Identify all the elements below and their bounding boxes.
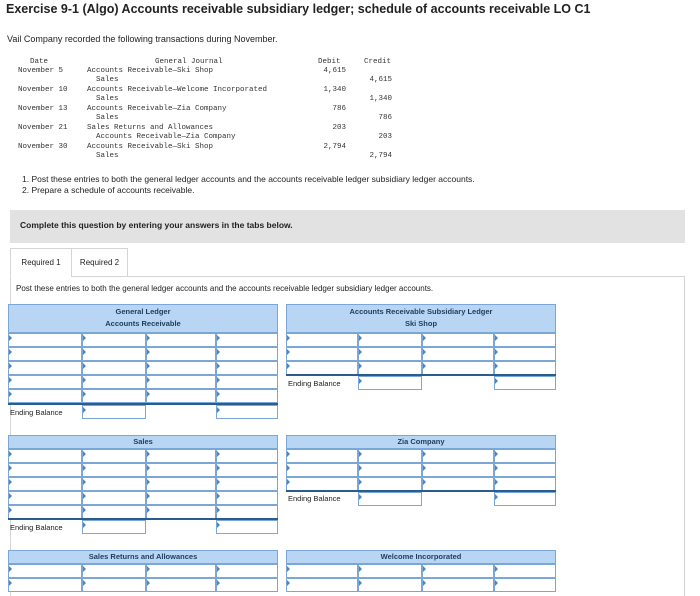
journal-account: Accounts Receivable—Ski Shop: [87, 67, 214, 75]
sales-input[interactable]: [146, 449, 216, 463]
ar-input[interactable]: [8, 389, 82, 403]
sales-input[interactable]: [8, 477, 82, 491]
question-banner-text: Complete this question by entering your answers in the tabs below.: [20, 220, 293, 230]
sales-input[interactable]: [146, 505, 216, 519]
sales-input[interactable]: [146, 491, 216, 505]
zia-ending-balance-input[interactable]: [358, 492, 422, 506]
journal-account: Sales: [96, 152, 119, 160]
zia-input[interactable]: [494, 477, 556, 491]
gl-ar-header: [8, 304, 278, 333]
journal-account: Sales: [96, 76, 119, 84]
ar-input[interactable]: [8, 347, 82, 361]
sales-input[interactable]: [146, 477, 216, 491]
sub-ski-header: [286, 304, 556, 333]
ar-input[interactable]: [146, 389, 216, 403]
ski-input[interactable]: [494, 347, 556, 361]
zia-input[interactable]: [494, 449, 556, 463]
ski-input[interactable]: [494, 333, 556, 347]
ski-input[interactable]: [286, 361, 358, 375]
returns-input[interactable]: [8, 564, 82, 578]
journal-date: November 21: [18, 124, 68, 132]
welcome-input[interactable]: [358, 564, 422, 578]
post-instruction: Post these entries to both the general ledger accounts and the accounts receivable ledger subsidiary ledger accounts.: [16, 284, 434, 293]
ski-input[interactable]: [422, 333, 494, 347]
sales-input[interactable]: [8, 491, 82, 505]
returns-input[interactable]: [216, 564, 278, 578]
ar-input[interactable]: [82, 389, 146, 403]
journal-account: Sales Returns and Allowances: [87, 124, 214, 132]
sales-ending-balance-input[interactable]: [82, 520, 146, 534]
journal-account: Sales: [96, 95, 119, 103]
journal-col-debit: Debit: [318, 58, 341, 66]
sales-ending-balance-input[interactable]: [216, 520, 278, 534]
ski-input[interactable]: [286, 333, 358, 347]
ski-input[interactable]: [422, 361, 494, 375]
welcome-input[interactable]: [422, 564, 494, 578]
zia-input[interactable]: [358, 477, 422, 491]
sales-input[interactable]: [82, 449, 146, 463]
journal-account: Accounts Receivable—Zia Company: [87, 105, 227, 113]
ski-input[interactable]: [286, 347, 358, 361]
ar-input[interactable]: [8, 361, 82, 375]
sub-zia-header: [286, 435, 556, 449]
ar-ending-balance-label: Ending Balance: [10, 408, 63, 417]
journal-debit: 2,794: [323, 143, 346, 151]
sub-header-label: Accounts Receivable Subsidiary Ledger: [349, 307, 493, 316]
returns-input[interactable]: [82, 578, 146, 592]
ar-input[interactable]: [82, 333, 146, 347]
sales-input[interactable]: [216, 477, 278, 491]
sales-input[interactable]: [216, 463, 278, 477]
sales-input[interactable]: [82, 505, 146, 519]
ar-input[interactable]: [146, 375, 216, 389]
ar-input[interactable]: [216, 333, 278, 347]
zia-input[interactable]: [358, 449, 422, 463]
ski-input[interactable]: [358, 361, 422, 375]
journal-col-credit: Credit: [364, 58, 392, 66]
journal-debit: 1,340: [323, 86, 346, 94]
ski-ending-balance-label: Ending Balance: [288, 379, 341, 388]
journal-credit: 2,794: [369, 152, 392, 160]
sales-ending-balance-label: Ending Balance: [10, 523, 63, 532]
sales-input[interactable]: [216, 491, 278, 505]
ar-input[interactable]: [82, 347, 146, 361]
journal-date: November 5: [18, 67, 64, 75]
sub-account-zia: Zia Company: [397, 437, 445, 446]
sales-input[interactable]: [8, 505, 82, 519]
sales-input[interactable]: [216, 505, 278, 519]
welcome-input[interactable]: [358, 578, 422, 592]
returns-input[interactable]: [82, 564, 146, 578]
sales-input[interactable]: [82, 463, 146, 477]
sales-input[interactable]: [8, 449, 82, 463]
returns-input[interactable]: [146, 564, 216, 578]
journal-credit: 4,615: [369, 76, 392, 84]
journal-account: Accounts Receivable—Ski Shop: [87, 143, 214, 151]
ar-input[interactable]: [216, 389, 278, 403]
returns-input[interactable]: [216, 578, 278, 592]
zia-ending-balance-label: Ending Balance: [288, 494, 341, 503]
zia-input[interactable]: [286, 477, 358, 491]
returns-input[interactable]: [8, 578, 82, 592]
journal-col-date: Date: [30, 58, 49, 66]
gl-sales-header: [8, 435, 278, 449]
returns-input[interactable]: [146, 578, 216, 592]
sales-input[interactable]: [82, 491, 146, 505]
welcome-input[interactable]: [494, 564, 556, 578]
instruction-2: 2. Prepare a schedule of accounts receivable.: [22, 185, 195, 195]
sub-account-welcome: Welcome Incorporated: [380, 552, 462, 561]
sales-input[interactable]: [146, 463, 216, 477]
gl-account-ar: Accounts Receivable: [105, 319, 181, 328]
tab-required-2[interactable]: Required 2: [71, 248, 128, 277]
sales-input[interactable]: [8, 463, 82, 477]
ar-input[interactable]: [216, 361, 278, 375]
zia-input[interactable]: [422, 477, 494, 491]
journal-credit: 786: [378, 114, 392, 122]
ar-input[interactable]: [146, 347, 216, 361]
journal-account: Accounts Receivable—Welcome Incorporated: [87, 86, 268, 94]
ar-input[interactable]: [8, 375, 82, 389]
ski-ending-balance-input[interactable]: [494, 376, 556, 390]
ar-ending-balance-input[interactable]: [82, 405, 146, 419]
journal-account: Accounts Receivable—Zia Company: [96, 133, 236, 141]
ar-input[interactable]: [8, 333, 82, 347]
journal-date: November 30: [18, 143, 68, 151]
gl-account-returns: Sales Returns and Allowances: [88, 552, 198, 561]
ski-input[interactable]: [494, 361, 556, 375]
journal-debit: 786: [332, 105, 346, 113]
ski-input[interactable]: [422, 347, 494, 361]
journal-debit: 203: [332, 124, 346, 132]
ar-input[interactable]: [82, 375, 146, 389]
ski-input[interactable]: [358, 347, 422, 361]
journal-credit: 1,340: [369, 95, 392, 103]
sales-input[interactable]: [82, 477, 146, 491]
welcome-input[interactable]: [286, 578, 358, 592]
journal-col-general: General Journal: [155, 58, 223, 66]
tab-required-1[interactable]: Required 1: [10, 248, 72, 277]
gl-header-label: General Ledger: [115, 307, 171, 316]
sub-welcome-header: [286, 550, 556, 564]
zia-input[interactable]: [422, 463, 494, 477]
ski-ending-balance-input[interactable]: [358, 376, 422, 390]
gl-account-sales: Sales: [133, 437, 153, 446]
sub-account-ski-shop: Ski Shop: [404, 319, 438, 328]
zia-input[interactable]: [494, 463, 556, 477]
ski-input[interactable]: [358, 333, 422, 347]
zia-input[interactable]: [358, 463, 422, 477]
ar-input[interactable]: [216, 347, 278, 361]
welcome-input[interactable]: [286, 564, 358, 578]
zia-input[interactable]: [286, 449, 358, 463]
journal-debit: 4,615: [323, 67, 346, 75]
instructions: [22, 174, 475, 196]
ar-input[interactable]: [82, 361, 146, 375]
ar-input[interactable]: [146, 333, 216, 347]
zia-ending-balance-input[interactable]: [494, 492, 556, 506]
gl-returns-header: [8, 550, 278, 564]
page-title: Exercise 9-1 (Algo) Accounts receivable subsidiary ledger; schedule of accounts receivable LO C1: [6, 2, 591, 16]
journal-date: November 10: [18, 86, 68, 94]
journal-account: Sales: [96, 114, 119, 122]
ar-input[interactable]: [216, 375, 278, 389]
ar-ending-balance-input[interactable]: [216, 405, 278, 419]
zia-input[interactable]: [422, 449, 494, 463]
zia-input[interactable]: [286, 463, 358, 477]
welcome-input[interactable]: [422, 578, 494, 592]
sales-input[interactable]: [216, 449, 278, 463]
welcome-input[interactable]: [494, 578, 556, 592]
intro-text: Vail Company recorded the following transactions during November.: [7, 34, 278, 44]
ar-input[interactable]: [146, 361, 216, 375]
journal-credit: 203: [378, 133, 392, 141]
instruction-1: 1. Post these entries to both the general ledger accounts and the accounts receivable ledger subsidiary ledger accounts.: [22, 174, 475, 184]
journal-date: November 13: [18, 105, 68, 113]
